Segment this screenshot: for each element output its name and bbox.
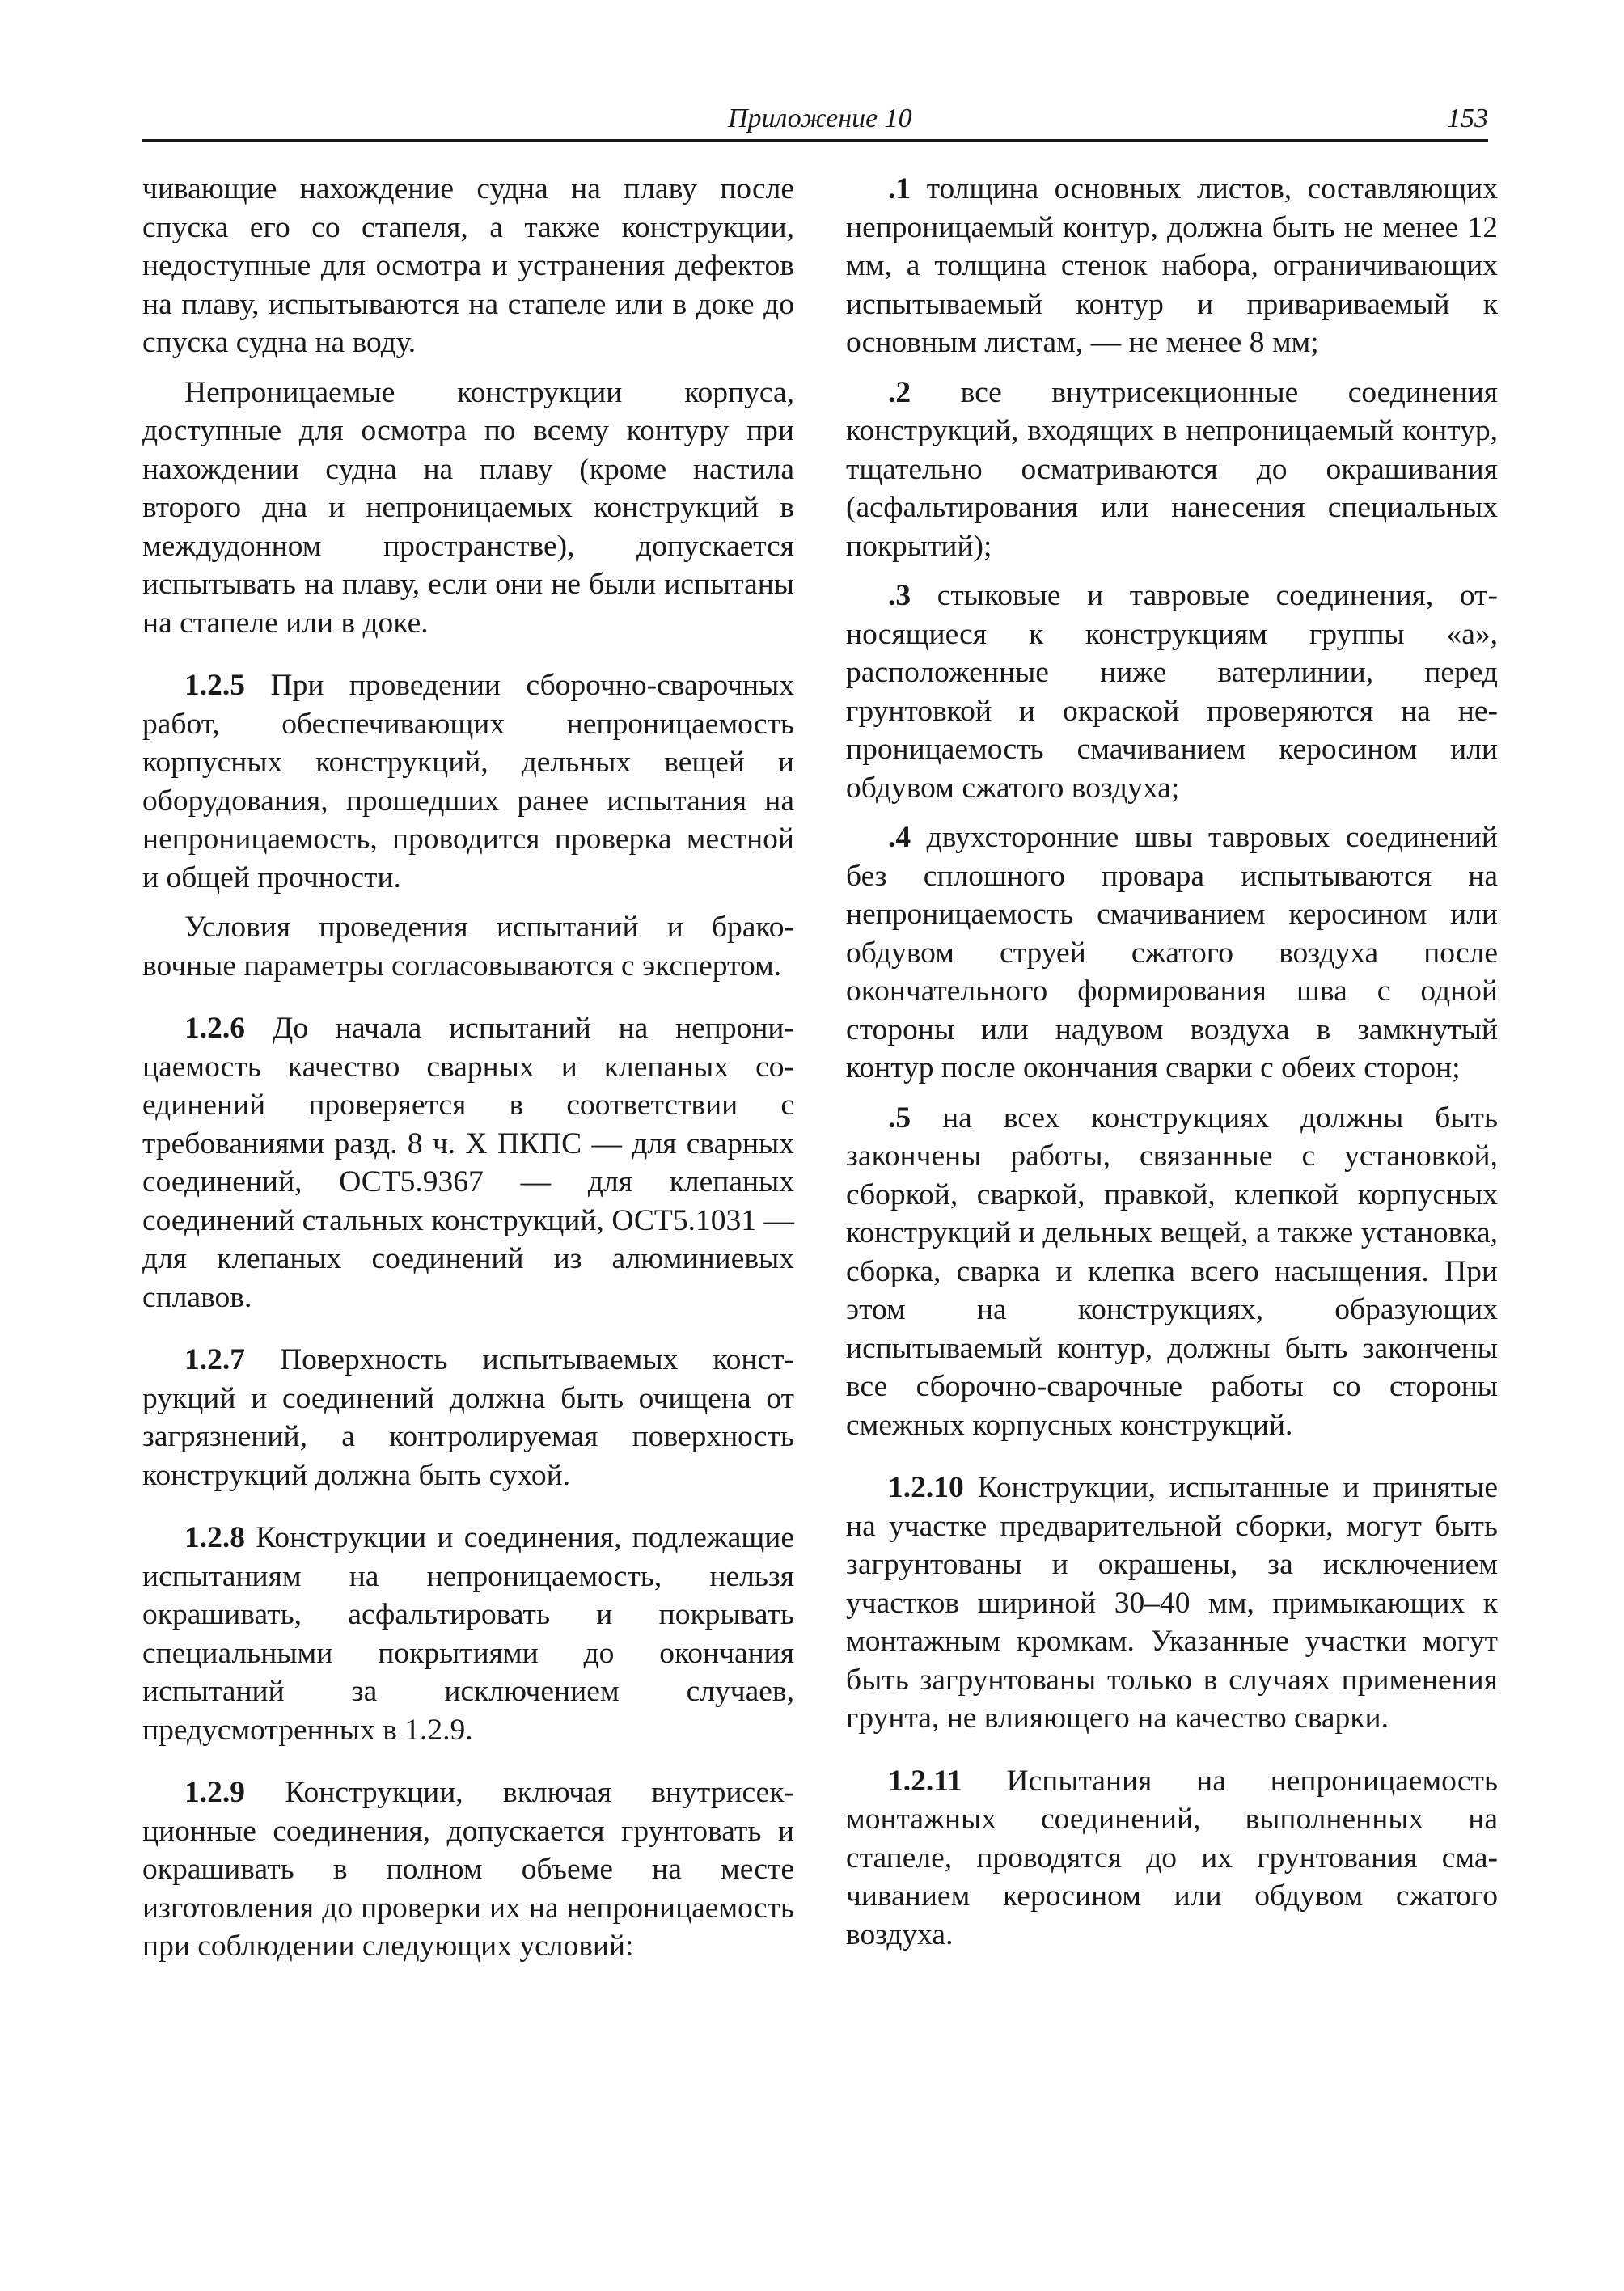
- paragraph-text: Условия проведения испытаний и браковочные параметры согласовываются с экспертом.: [142, 911, 794, 983]
- running-header: [142, 104, 1488, 142]
- list-item: [846, 818, 1498, 1088]
- clause-number: 1.2.9: [184, 1776, 245, 1809]
- clause: [142, 1773, 794, 1966]
- list-item-text: стыковые и тавровые соединения, относящиеся к конструкциям группы «а», расположенные ниже ватерлинии, перед грунтовкой и окраской проверяются на непроницаемость смачиванием керосином или обдувом сжатого воздуха;: [846, 579, 1498, 805]
- clause-number: 1.2.10: [888, 1471, 964, 1504]
- clause: [142, 1341, 794, 1494]
- clause-text: Конструкции, включая внутрисекционные соединения, допускается грунтовать и окрашивать в полном объеме на месте изготовления до проверки их на непроницаемость при соблюдении следующих условий:: [142, 1776, 795, 1963]
- clause-text: При проведении сборочно-сварочных работ, обеспечивающих непроницаемость корпусных конструкций, дельных вещей и оборудования, прошедших ранее испытания на непроницаемость, проводится проверка местной и общей прочности.: [142, 669, 794, 894]
- clause-text: До начала испытаний на непроницаемость качество сварных и клепаных соединений проверяется в соответствии с требованиями разд. 8 ч. Х ПКПС — для сварных соединений, ОСТ5.9367 — для клепаных соединений стальных конструкций, ОСТ5.1031 — для клепаных соединений из алюминиевых сплавов.: [142, 1012, 794, 1314]
- clause-text: Поверхность испытываемых конструкций и соединений должна быть очищена от загрязнений, а контролируемая поверхность конструкций должна быть сухой.: [142, 1343, 795, 1492]
- clause: [142, 1009, 794, 1317]
- clause-text: Конструкции и соединения, подлежащие испытаниям на непроницаемость, нельзя окрашивать, асфальтировать и покрывать специальными покрытиями до окончания испытаний за исключением случаев, предусмотренных в 1.2.9.: [142, 1521, 794, 1747]
- clause: [846, 1762, 1498, 1955]
- paragraph: [142, 374, 794, 643]
- paragraph: [142, 170, 794, 362]
- list-item-number: .3: [888, 579, 911, 612]
- clause: [142, 1519, 794, 1749]
- clause-number: 1.2.8: [184, 1521, 245, 1554]
- list-item: [846, 374, 1498, 566]
- page-number: 153: [1447, 104, 1488, 133]
- clause-number: 1.2.7: [184, 1343, 245, 1376]
- list-item-text: на всех конструкциях должны быть закончены работы, связанные с установкой, сборкой, сваркой, правкой, клепкой корпусных конструкций и дельных вещей, а также установка, сборка, сварка и клепка всего насыщения. При этом на конструкциях, образующих испытываемый контур, должны быть закончены все сборочно-сварочные работы со стороны смежных корпусных конструкций.: [846, 1101, 1499, 1442]
- list-item: [846, 1099, 1498, 1445]
- list-item-text: все внутрисекционные соединения конструкций, входящих в непроницаемый контур, тщательно осматриваются до окрашивания (асфальтирования или нанесения специальных покрытий);: [846, 375, 1499, 563]
- clause-number: 1.2.11: [888, 1764, 962, 1798]
- clause-number: 1.2.5: [184, 669, 245, 702]
- paragraph-text: чивающие нахождение судна на плаву после спуска его со стапеля, а также конструкции, недоступные для осмотра и устранения дефектов на плаву, испытываются на стапеле или в доке до спуска судна на воду.: [142, 172, 794, 359]
- list-item-number: .5: [888, 1101, 911, 1135]
- right-column: [846, 170, 1498, 1954]
- list-item-number: .1: [888, 172, 911, 205]
- clause-text: Конструкции, испытанные и принятые на участке предварительной сборки, могут быть загрунтованы и окрашены, за исключением участков шириной 30–40 мм, примыкающих к монтажным кромкам. Указанные участки могут быть загрунтованы только в случаях применения грунта, не влияющего на качество сварки.: [846, 1471, 1499, 1735]
- paragraph-text: Непроницаемые конструкции корпуса, доступные для осмотра по всему контуру при нахождении судна на плаву (кроме настила второго дна и непроницаемых конструкций в междудонном пространстве), допускается испытывать на плаву, если они не были испытаны на стапеле или в доке.: [142, 375, 794, 640]
- header-title: Приложение 10: [728, 104, 912, 133]
- left-column: [142, 170, 794, 1966]
- clause-text: Испытания на непроницаемость монтажных соединений, выполненных на стапеле, проводятся до их грунтования смачиванием керосином или обдувом сжатого воздуха.: [846, 1764, 1499, 1951]
- list-item: [846, 170, 1498, 362]
- list-item-number: .4: [888, 821, 911, 854]
- list-item-text: двухсторонние швы тавровых соединений без сплошного провара испытываются на непроницаемость смачиванием керосином или обдувом струей сжатого воздуха после окончательного формирования шва с одной стороны или надувом воздуха в замкнутый контур после окончания сварки с обеих сторон;: [846, 821, 1498, 1084]
- paragraph: [142, 908, 794, 985]
- list-item: [846, 577, 1498, 807]
- clause: [846, 1469, 1498, 1738]
- list-item-number: .2: [888, 375, 911, 409]
- clause: [142, 666, 794, 897]
- clause-number: 1.2.6: [184, 1012, 245, 1045]
- list-item-text: толщина основных листов, составляющих непроницаемый контур, должна быть не менее 12 мм, а толщина стенок набора, ограничивающих испытываемый контур и привариваемый к основным листам, — не менее 8 мм;: [846, 172, 1498, 359]
